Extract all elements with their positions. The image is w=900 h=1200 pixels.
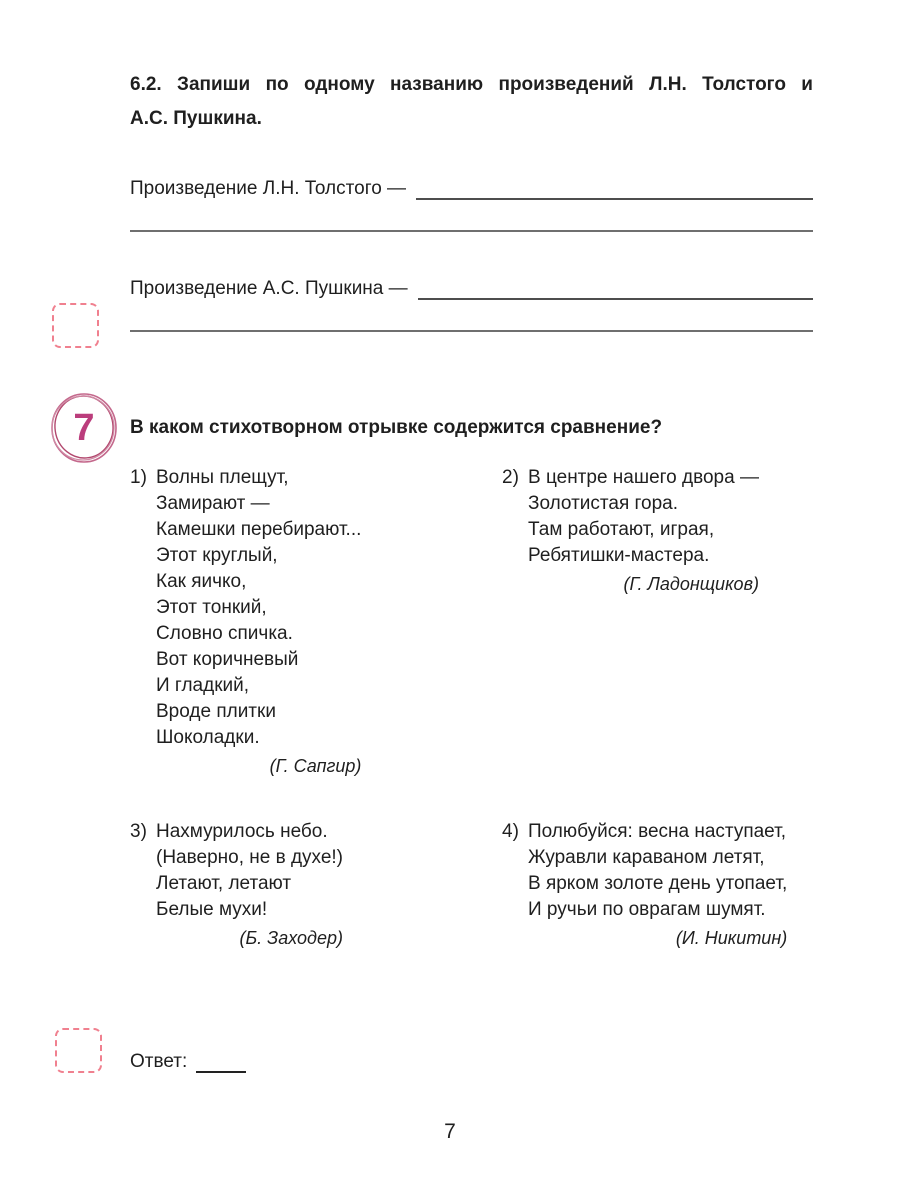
tolstoy-answer-blank-line2[interactable]	[130, 230, 813, 232]
poem-line: Полюбуйся: весна наступает,	[528, 821, 786, 842]
task-7-question: В каком стихотворном отрывке содержится сравнение?	[130, 417, 663, 438]
pushkin-field-label: Произведение А.С. Пушкина —	[130, 278, 408, 299]
poem-line: Нахмурилось небо.	[156, 821, 328, 842]
poem-text	[528, 465, 759, 779]
pushkin-answer-blank-line2[interactable]	[130, 330, 813, 332]
option-number: 1)	[130, 467, 147, 488]
tolstoy-field-row	[130, 174, 813, 200]
poem-option-3	[130, 819, 502, 951]
task-6-2-heading	[130, 0, 813, 136]
poem-line: Волны плещут,	[156, 467, 289, 488]
poem-lines	[528, 819, 787, 923]
tolstoy-answer-blank[interactable]	[416, 176, 813, 200]
poem-line: Золотистая гора.	[528, 493, 679, 514]
poem-line: Там работают, играя,	[528, 519, 715, 540]
margin-check-box[interactable]	[55, 1028, 102, 1073]
poem-line: В ярком золоте день утопает,	[528, 873, 788, 894]
poem-line: Камешки перебирают...	[156, 519, 362, 540]
poem-author: (Г. Ладонщиков)	[623, 574, 759, 594]
poem-line: И ручьи по оврагам шумят.	[528, 899, 766, 920]
page-number: 7	[444, 1120, 456, 1143]
poem-line: И гладкий,	[156, 675, 250, 696]
option-number: 2)	[502, 467, 519, 488]
poem-lines	[528, 465, 759, 569]
poem-line: В центре нашего двора —	[528, 467, 759, 488]
task-number: 7	[73, 407, 95, 449]
option-number: 3)	[130, 821, 147, 842]
poem-option-2	[502, 465, 813, 779]
poem-lines	[156, 819, 343, 923]
poem-line: Вот коричневый	[156, 649, 299, 670]
poem-line: Замирают —	[156, 493, 270, 514]
answer-label: Ответ:	[130, 1051, 188, 1072]
poem-line: Белые мухи!	[156, 899, 268, 920]
poem-lines	[156, 465, 361, 751]
poem-author: (Б. Заходер)	[239, 928, 344, 948]
poem-line: Словно спичка.	[156, 623, 293, 644]
poem-line: Этот круглый,	[156, 545, 278, 566]
poem-line: Шоколадки.	[156, 727, 260, 748]
poem-text	[156, 819, 343, 951]
margin-check-box[interactable]	[52, 303, 99, 348]
pushkin-answer-blank[interactable]	[418, 276, 813, 300]
poem-line: Как яичко,	[156, 571, 247, 592]
poem-line: Этот тонкий,	[156, 597, 267, 618]
poem-option-1	[130, 465, 502, 779]
task-6-2-heading-line1: 6.2. Запиши по одному названию произведений Л.Н. Толстого и	[130, 74, 813, 95]
poem-options	[130, 465, 813, 951]
pushkin-field-row	[130, 274, 813, 300]
poem-line: (Наверно, не в духе!)	[156, 847, 344, 868]
tolstoy-field-label: Произведение Л.Н. Толстого —	[130, 178, 407, 199]
poem-line: Вроде плитки	[156, 701, 276, 722]
task-6-2-heading-line2: А.С. Пушкина.	[130, 108, 262, 129]
poem-text	[156, 465, 361, 779]
poem-author: (Г. Сапгир)	[269, 756, 362, 776]
poem-line: Летают, летают	[156, 873, 292, 894]
answer-blank[interactable]	[196, 1049, 246, 1073]
poem-author: (И. Никитин)	[675, 928, 788, 948]
poem-line: Журавли караваном летят,	[528, 847, 765, 868]
poem-option-4	[502, 819, 813, 951]
poem-line: Ребятишки-мастера.	[528, 545, 710, 566]
task-number-badge	[48, 390, 120, 466]
poem-text	[528, 819, 787, 951]
option-number: 4)	[502, 821, 519, 842]
answer-row	[130, 1047, 813, 1073]
